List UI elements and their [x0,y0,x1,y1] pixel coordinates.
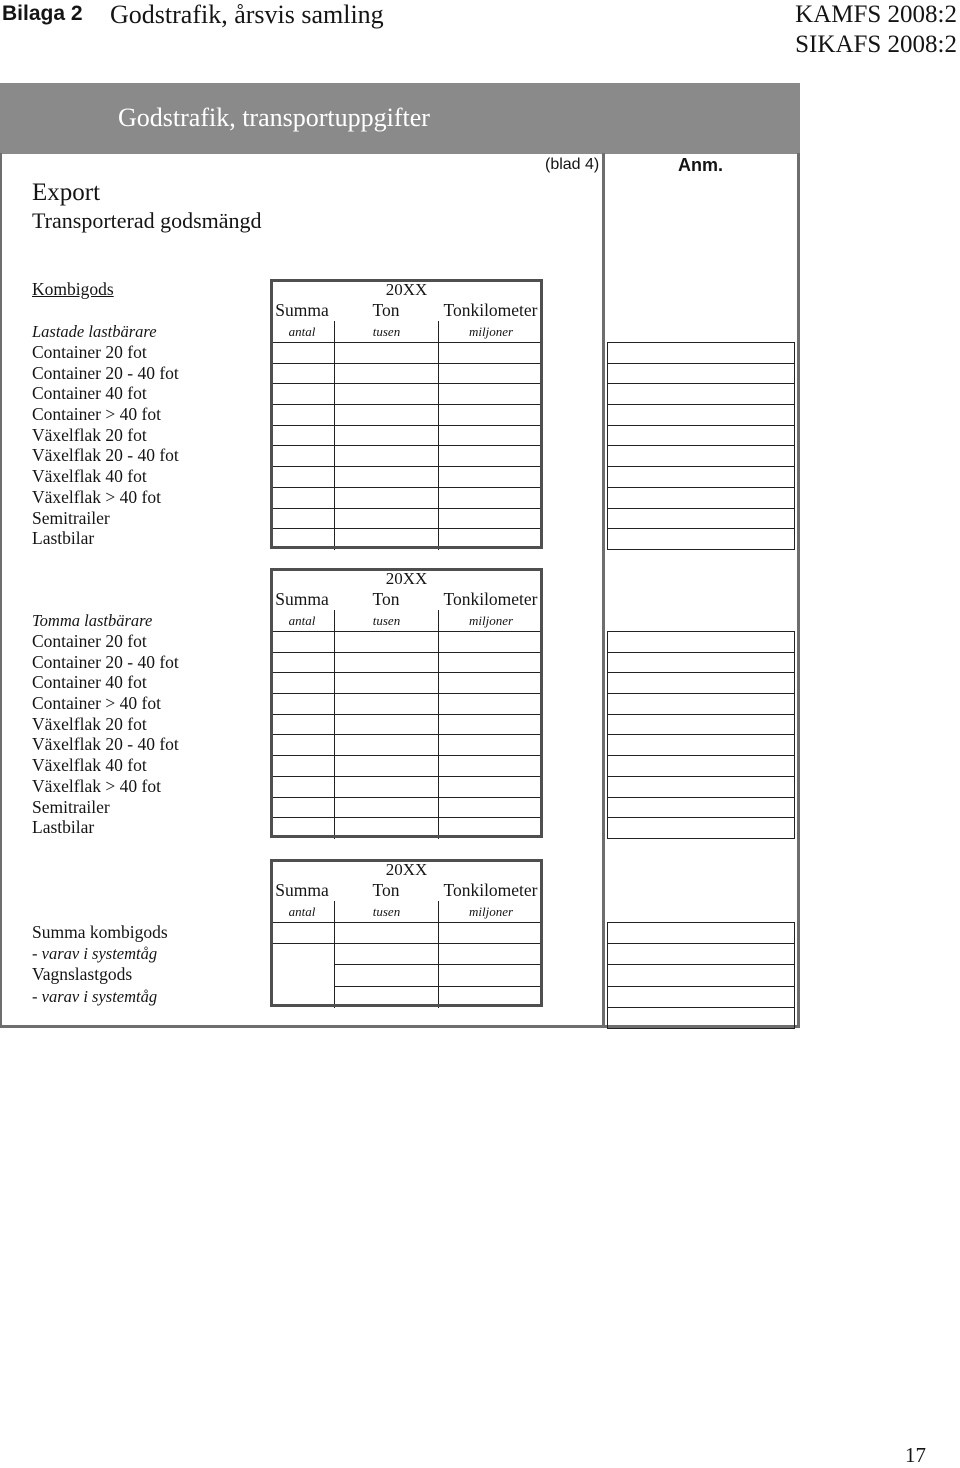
cell-summa [270,364,334,384]
table-section-loaded-carriers [0,279,800,549]
table-row [334,944,543,965]
remarks-cell [608,529,794,550]
table-section-summary [0,859,800,1007]
table-row [270,343,543,364]
cell-summa [270,673,334,693]
cell-ton [334,735,438,755]
cell-ton [334,694,438,714]
cell-tonkilometer [438,446,543,466]
cell-tonkilometer [438,798,543,818]
table-row [270,694,543,715]
column-unit-summa: antal [288,613,316,628]
table-section-empty-carriers [0,568,800,838]
remarks-cell [608,384,794,405]
cell-summa [270,343,334,363]
table-row [270,923,543,944]
cell-ton [334,653,438,673]
row-label: - varav i systemtåg [32,986,158,1006]
cell-ton [334,632,438,652]
table-row [270,384,543,405]
remarks-cell [608,694,794,715]
table-row [270,467,543,488]
remarks-cell [608,965,794,986]
regulation-code-kamfs: KAMFS 2008:2 [795,1,957,28]
cell-summa [270,798,334,818]
regulation-code-sikafs: SIKAFS 2008:2 [795,31,957,58]
cell-ton [334,509,438,529]
cell-tonkilometer [438,529,543,550]
remarks-column [607,631,795,839]
remarks-cell [608,343,794,364]
column-header-summa: Summa [275,300,329,320]
cell-ton [334,405,438,425]
row-label: Lastbilar [32,817,95,838]
column-header-summa: Summa [275,880,329,900]
column-header-ton: Ton [372,589,400,609]
column-unit-ton: tusen [334,901,438,922]
row-label: Container 20 fot [32,631,147,651]
remarks-cell [608,987,794,1008]
row-label: Vagnslastgods [32,964,133,985]
remarks-column [607,342,795,550]
cell-ton [334,488,438,508]
row-label: Växelflak 40 fot [32,466,147,487]
cell-ton [334,923,438,943]
cell-ton [334,673,438,693]
row-label: Växelflak 20 fot [32,713,147,734]
table-row [270,488,543,509]
row-label: Växelflak 20 fot [32,424,147,445]
remarks-cell [608,509,794,530]
row-label: - varav i systemtåg [32,944,158,964]
cell-summa [270,426,334,446]
cell-ton [334,529,438,550]
banner [0,83,800,154]
cell-tonkilometer [438,632,543,652]
table-row [270,529,543,550]
cell-summa [270,632,334,652]
remarks-column [607,922,795,1029]
remarks-cell [608,735,794,756]
row-labels [32,631,179,838]
table-row [270,509,543,530]
table-row [270,777,543,798]
column-header-ton: Ton [372,300,400,320]
cell-summa [270,756,334,776]
row-label: Container > 40 fot [32,404,161,425]
remarks-cell [608,632,794,653]
cell-tonkilometer [438,777,543,797]
table-body [270,342,543,550]
document-title: Godstrafik, årsvis samling [110,0,384,29]
cell-tonkilometer [438,426,543,446]
cell-summa [270,653,334,673]
cell-ton [334,467,438,487]
remarks-cell [608,798,794,819]
table-body [270,631,543,839]
row-label: Växelflak 20 - 40 fot [32,445,179,466]
row-labels [32,922,168,1007]
row-label: Container 20 fot [32,342,147,362]
cell-tonkilometer [438,735,543,755]
column-unit-ton: tusen [334,610,438,631]
remarks-cell [608,405,794,426]
row-labels [32,342,179,549]
group-label: Tomma lastbärare [32,611,153,630]
cell-tonkilometer [438,673,543,693]
cell-ton [334,944,438,964]
column-unit-tonkilometer: miljoner [438,901,543,922]
table-row [270,405,543,426]
cell-ton [334,818,438,839]
cell-summa [270,529,334,550]
cell-ton [334,715,438,735]
remarks-cell [608,653,794,674]
column-header-ton: Ton [372,880,400,900]
cell-tonkilometer [438,653,543,673]
cell-tonkilometer [438,694,543,714]
column-unit-summa: antal [288,324,316,339]
table-row [270,756,543,777]
row-label: Container 20 - 40 fot [32,651,179,672]
merged-row-group [270,944,543,1008]
data-table [270,859,543,1007]
cell-tonkilometer [438,509,543,529]
remarks-cell [608,715,794,736]
table-row [270,426,543,447]
row-label: Summa kombigods [32,922,168,942]
cell-tonkilometer [438,364,543,384]
cell-tonkilometer [438,944,543,964]
cell-summa [270,715,334,735]
sub-rows [334,944,543,1008]
row-label: Växelflak 20 - 40 fot [32,734,179,755]
form-subtitle: Transporterad godsmängd [32,208,262,233]
cell-summa [270,923,334,943]
cell-tonkilometer [438,987,543,1008]
row-label: Lastbilar [32,528,95,549]
remarks-heading: Anm. [678,155,723,175]
cell-ton [334,987,438,1008]
cell-summa [270,694,334,714]
column-unit-tonkilometer: miljoner [438,610,543,631]
table-row [270,798,543,819]
year-header: 20XX [385,280,428,299]
page-number: 17 [905,1443,926,1467]
remarks-cell [608,426,794,447]
table-row [270,446,543,467]
row-label: Semitrailer [32,796,110,817]
group-label: Lastade lastbärare [32,322,157,341]
row-label: Container 20 - 40 fot [32,362,179,383]
cell-tonkilometer [438,756,543,776]
table-row [270,364,543,385]
table-row [270,735,543,756]
cell-summa [270,405,334,425]
cell-tonkilometer [438,405,543,425]
cell-summa [270,735,334,755]
remarks-cell [608,364,794,385]
form-title: Export [32,179,101,206]
table-row [334,965,543,986]
remarks-cell [608,488,794,509]
remarks-cell [608,756,794,777]
column-unit-summa: antal [288,904,316,919]
table-row [334,987,543,1008]
cell-ton [334,777,438,797]
cell-summa [270,488,334,508]
remarks-cell [608,1008,794,1029]
remarks-cell [608,777,794,798]
table-row [270,632,543,653]
remarks-cell [608,923,794,944]
year-header: 20XX [385,860,428,879]
column-unit-tonkilometer: miljoner [438,321,543,342]
sheet-number: (blad 4) [545,156,600,173]
cell-tonkilometer [438,384,543,404]
cell-ton [334,343,438,363]
row-label: Container 40 fot [32,383,147,404]
cell-ton [334,446,438,466]
row-label: Växelflak > 40 fot [32,775,161,796]
cell-ton [334,364,438,384]
section-heading: Kombigods [32,279,114,299]
table-row [270,715,543,736]
row-label: Container 40 fot [32,672,147,693]
remarks-cell [608,446,794,467]
column-header-summa: Summa [275,589,329,609]
cell-tonkilometer [438,488,543,508]
remarks-cell [608,818,794,839]
column-header-tonkilometer: Tonkilometer [443,589,538,609]
cell-ton [334,426,438,446]
data-table [270,279,543,549]
cell-tonkilometer [438,818,543,839]
year-header: 20XX [385,569,428,588]
cell-summa [270,384,334,404]
cell-summa [270,818,334,839]
cell-ton [334,798,438,818]
column-header-tonkilometer: Tonkilometer [443,880,538,900]
cell-ton [334,965,438,985]
cell-summa-merged [270,944,334,1008]
cell-summa [270,467,334,487]
row-label: Växelflak 40 fot [32,755,147,776]
remarks-cell [608,944,794,965]
cell-tonkilometer [438,923,543,943]
row-label: Växelflak > 40 fot [32,486,161,507]
column-unit-ton: tusen [334,321,438,342]
cell-ton [334,384,438,404]
column-header-tonkilometer: Tonkilometer [443,300,538,320]
table-row [270,653,543,674]
table-body [270,922,543,1008]
remarks-cell [608,467,794,488]
table-row [270,673,543,694]
cell-summa [270,446,334,466]
cell-tonkilometer [438,343,543,363]
cell-tonkilometer [438,965,543,985]
cell-tonkilometer [438,467,543,487]
cell-summa [270,777,334,797]
remarks-cell [608,673,794,694]
annex-label: Bilaga 2 [2,2,83,25]
cell-tonkilometer [438,715,543,735]
data-table [270,568,543,838]
cell-summa [270,509,334,529]
banner-title: Godstrafik, transportuppgifter [118,103,430,132]
row-label: Container > 40 fot [32,693,161,714]
row-label: Semitrailer [32,507,110,528]
cell-ton [334,756,438,776]
table-row [270,818,543,839]
